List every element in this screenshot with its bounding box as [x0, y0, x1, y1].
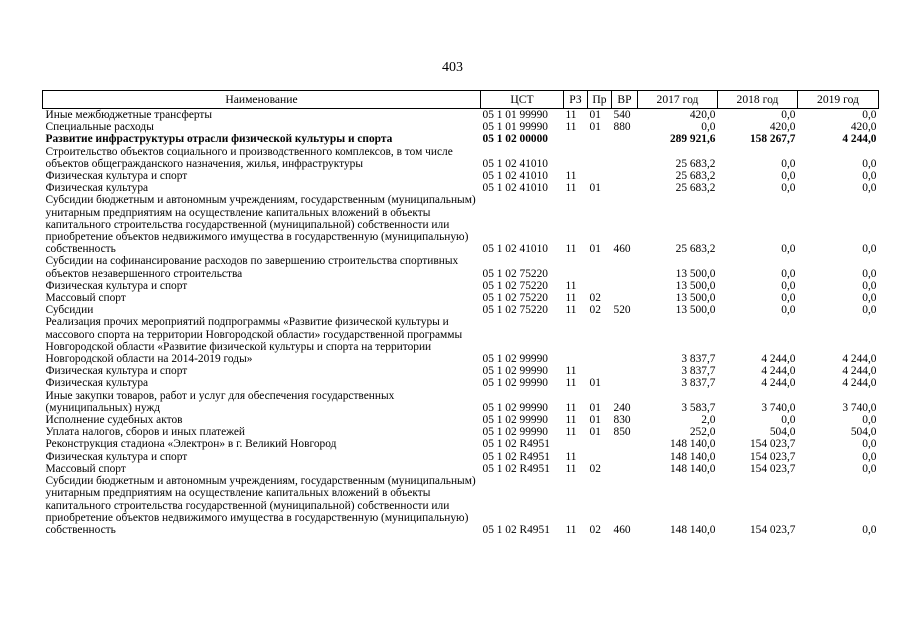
cell-2019: 4 244,0 — [842, 377, 877, 390]
cell-rz: 11 — [565, 304, 577, 317]
cell-2017: 25 683,2 — [675, 157, 716, 170]
table-row — [43, 365, 879, 377]
cell-cst: 05 1 02 41010 — [482, 157, 548, 170]
cell-rz: 11 — [565, 377, 577, 390]
cell-rz: 11 — [565, 121, 577, 134]
cell-2019: 4 244,0 — [842, 353, 877, 366]
cell-2018: 154 023,7 — [749, 462, 796, 475]
cell-2017: 13 500,0 — [675, 304, 716, 317]
cell-2019: 0,0 — [862, 462, 877, 475]
cell-2017: 13 500,0 — [675, 267, 716, 280]
cell-name: Массовый спорт — [45, 462, 126, 475]
cell-rz: 11 — [565, 109, 577, 121]
cell-2018: 3 740,0 — [761, 401, 796, 414]
cell-cst: 05 1 02 99990 — [482, 401, 548, 414]
cell-cst: 05 1 02 75220 — [482, 292, 548, 305]
cell-pr: 02 — [589, 292, 601, 305]
cell-name: Субсидии бюджетным и автономным учреждениям, государственным (муниципальным) унитарным предприятиям на осуществление капитальных вложений в объекты капитального строительства государственной (муниципальной) собственности или приобретение объектов недвижимого имущества в государственную (муниципальную) собственность — [45, 475, 476, 536]
cell-cst: 05 1 02 99990 — [482, 414, 548, 427]
cell-2018: 4 244,0 — [761, 377, 796, 390]
cell-2019: 0,0 — [862, 414, 877, 427]
cell-pr: 01 — [589, 121, 601, 134]
cell-rz: 11 — [565, 450, 577, 463]
cell-2019: 0,0 — [862, 182, 877, 195]
cell-vr: 240 — [613, 401, 631, 414]
cell-cst: 05 1 02 75220 — [482, 304, 548, 317]
cell-2018: 4 244,0 — [761, 353, 796, 366]
cell-2017: 148 140,0 — [669, 450, 716, 463]
cell-vr — [612, 292, 638, 304]
cell-pr: 01 — [589, 414, 601, 427]
cell-pr — [588, 316, 612, 365]
cell-2017: 3 837,7 — [681, 365, 716, 378]
cell-2018: 0,0 — [781, 292, 796, 305]
cell-cst: 05 1 02 99990 — [482, 365, 548, 378]
cell-vr: 460 — [613, 523, 631, 536]
cell-rz: 11 — [565, 426, 577, 439]
table-row — [43, 109, 879, 122]
table-row — [43, 304, 879, 316]
cell-vr: 850 — [613, 426, 631, 439]
header-cst: ЦСТ — [481, 91, 564, 109]
cell-vr: 830 — [613, 414, 631, 427]
header-2017: 2017 год — [638, 91, 718, 109]
cell-pr — [588, 365, 612, 377]
cell-2017: 3 837,7 — [681, 353, 716, 366]
cell-name: Массовый спорт — [45, 292, 126, 305]
table-row — [43, 463, 879, 475]
cell-2017: 148 140,0 — [669, 438, 716, 451]
cell-2018: 420,0 — [769, 121, 796, 134]
table-row — [43, 146, 879, 170]
cell-2017: 25 683,2 — [675, 243, 716, 256]
cell-2018: 158 267,7 — [749, 133, 796, 146]
cell-name: Физическая культура и спорт — [45, 170, 188, 183]
cell-2018: 504,0 — [769, 426, 796, 439]
cell-vr — [612, 280, 638, 292]
header-vr: ВР — [612, 91, 638, 109]
cell-name: Субсидии бюджетным и автономным учреждениям, государственным (муниципальным) унитарным предприятиям на осуществление капитальных вложений в объекты капитального строительства государственной (муниципальной) собственности или приобретение объектов недвижимого имущества в государственную (муниципальную) собственность — [45, 194, 476, 256]
cell-vr — [612, 182, 638, 194]
cell-vr: 520 — [613, 304, 631, 317]
cell-pr: 02 — [589, 523, 601, 536]
cell-name: Исполнение судебных актов — [45, 414, 183, 427]
cell-name: Физическая культура — [45, 182, 149, 195]
cell-rz: 11 — [565, 523, 577, 536]
cell-2017: 25 683,2 — [675, 182, 716, 195]
table-row — [43, 426, 879, 438]
cell-vr — [612, 451, 638, 463]
table-row — [43, 194, 879, 255]
cell-vr — [612, 170, 638, 182]
cell-name: Реконструкция стадиона «Электрон» в г. Великий Новгород — [45, 438, 337, 451]
cell-cst: 05 1 02 75220 — [482, 267, 548, 280]
cell-2019: 4 244,0 — [842, 365, 877, 378]
cell-2017: 0,0 — [701, 121, 716, 134]
cell-vr: 540 — [613, 109, 631, 121]
header-2019: 2019 год — [798, 91, 879, 109]
table-row — [43, 255, 879, 279]
cell-2019: 0,0 — [862, 243, 877, 256]
cell-pr — [588, 438, 612, 450]
cell-2017: 148 140,0 — [669, 523, 716, 536]
cell-2018: 0,0 — [781, 157, 796, 170]
cell-2018: 0,0 — [781, 304, 796, 317]
table-row — [43, 377, 879, 389]
cell-name: Субсидии — [45, 304, 94, 317]
table-header-row — [43, 91, 879, 109]
header-name: Наименование — [43, 91, 481, 109]
cell-2017: 289 921,6 — [669, 133, 716, 146]
cell-2018: 154 023,7 — [749, 450, 796, 463]
cell-name: Развитие инфраструктуры отрасли физической культуры и спорта — [45, 133, 393, 146]
cell-pr: 01 — [589, 426, 601, 439]
table-body — [43, 109, 879, 537]
cell-pr: 01 — [589, 243, 601, 256]
cell-pr: 02 — [589, 462, 601, 475]
cell-2019: 0,0 — [862, 304, 877, 317]
cell-name: Физическая культура и спорт — [45, 365, 188, 378]
cell-vr — [612, 316, 638, 365]
cell-pr — [588, 255, 612, 279]
cell-vr: 460 — [613, 243, 631, 256]
cell-cst: 05 1 01 99990 — [482, 121, 548, 134]
page-number: 403 — [442, 60, 463, 75]
cell-name: Физическая культура и спорт — [45, 279, 188, 292]
cell-2019: 420,0 — [850, 121, 877, 134]
table-row — [43, 182, 879, 194]
cell-cst: 05 1 02 41010 — [482, 182, 548, 195]
cell-vr — [612, 255, 638, 279]
cell-rz — [564, 133, 588, 145]
header-pr: Пр — [588, 91, 612, 109]
cell-vr: 880 — [613, 121, 631, 134]
cell-rz: 11 — [565, 401, 577, 414]
cell-cst: 05 1 02 R4951 — [482, 438, 550, 451]
cell-vr — [612, 365, 638, 377]
cell-cst: 05 1 02 R4951 — [482, 450, 550, 463]
header-2018: 2018 год — [718, 91, 798, 109]
cell-2018: 0,0 — [781, 279, 796, 292]
table-row — [43, 133, 879, 145]
table-row — [43, 280, 879, 292]
cell-2018: 154 023,7 — [749, 523, 796, 536]
cell-2017: 13 500,0 — [675, 292, 716, 305]
cell-2018: 4 244,0 — [761, 365, 796, 378]
cell-vr — [612, 463, 638, 475]
cell-name: Физическая культура — [45, 377, 149, 390]
cell-cst: 05 1 02 99990 — [482, 426, 548, 439]
cell-pr: 01 — [589, 182, 601, 195]
cell-vr — [612, 146, 638, 170]
cell-2017: 25 683,2 — [675, 170, 716, 183]
cell-pr: 01 — [589, 377, 601, 390]
cell-2019: 0,0 — [862, 438, 877, 451]
cell-2019: 504,0 — [850, 426, 877, 439]
cell-2018: 0,0 — [781, 109, 796, 121]
table-row — [43, 121, 879, 133]
cell-2019: 0,0 — [862, 170, 877, 183]
cell-rz: 11 — [565, 292, 577, 305]
cell-2017: 252,0 — [689, 426, 716, 439]
cell-pr — [588, 280, 612, 292]
cell-2017: 3 837,7 — [681, 377, 716, 390]
cell-pr: 01 — [589, 401, 601, 414]
cell-pr — [588, 133, 612, 145]
cell-vr — [612, 438, 638, 450]
cell-cst: 05 1 02 00000 — [482, 133, 548, 146]
cell-rz: 11 — [565, 170, 577, 183]
cell-cst: 05 1 02 R4951 — [482, 523, 550, 536]
cell-cst: 05 1 02 99990 — [482, 377, 548, 390]
cell-name: Уплата налогов, сборов и иных платежей — [45, 426, 245, 439]
table-row — [43, 170, 879, 182]
cell-2018: 0,0 — [781, 414, 796, 427]
cell-rz: 11 — [565, 243, 577, 256]
cell-pr — [588, 170, 612, 182]
cell-cst: 05 1 02 41010 — [482, 170, 548, 183]
cell-rz: 11 — [565, 365, 577, 378]
cell-2017: 2,0 — [701, 414, 716, 427]
cell-rz: 11 — [565, 182, 577, 195]
cell-2018: 0,0 — [781, 267, 796, 280]
table-row — [43, 316, 879, 365]
cell-2019: 3 740,0 — [842, 401, 877, 414]
cell-name: Иные закупки товаров, работ и услуг для обеспечения государственных (муниципальных) нужд — [45, 389, 395, 414]
cell-2018: 0,0 — [781, 243, 796, 256]
cell-name: Иные межбюджетные трансферты — [45, 109, 213, 121]
cell-pr — [588, 146, 612, 170]
cell-cst: 05 1 01 99990 — [482, 109, 548, 121]
cell-pr: 01 — [589, 109, 601, 121]
cell-cst: 05 1 02 R4951 — [482, 462, 550, 475]
table-row — [43, 292, 879, 304]
table-row — [43, 451, 879, 463]
cell-rz — [564, 255, 588, 279]
cell-2019: 0,0 — [862, 267, 877, 280]
cell-2019: 0,0 — [862, 523, 877, 536]
cell-2019: 0,0 — [862, 450, 877, 463]
cell-2019: 0,0 — [862, 279, 877, 292]
cell-rz: 11 — [565, 414, 577, 427]
cell-2018: 154 023,7 — [749, 438, 796, 451]
cell-name: Физическая культура и спорт — [45, 450, 188, 463]
cell-name: Реализация прочих мероприятий подпрограммы «Развитие физической культуры и массового спорта на территории Новгородской области» государственной программы Новгородской области «Развитие физической культуры и спорта на территории Новгородской области на 2014-2019 годы» — [45, 316, 463, 366]
cell-rz — [564, 316, 588, 365]
cell-rz: 11 — [565, 279, 577, 292]
table-row — [43, 438, 879, 450]
cell-name: Специальные расходы — [45, 121, 154, 134]
cell-vr — [612, 133, 638, 145]
cell-cst: 05 1 02 41010 — [482, 243, 548, 256]
cell-2017: 13 500,0 — [675, 279, 716, 292]
table-row — [43, 414, 879, 426]
cell-rz — [564, 146, 588, 170]
cell-rz — [564, 438, 588, 450]
cell-name: Строительство объектов социального и производственного комплексов, в том числе объектов общегражданского назначения, жилья, инфраструктуры — [45, 145, 453, 170]
cell-rz: 11 — [565, 462, 577, 475]
cell-pr: 02 — [589, 304, 601, 317]
cell-2017: 148 140,0 — [669, 462, 716, 475]
cell-2018: 0,0 — [781, 182, 796, 195]
header-rz: РЗ — [564, 91, 588, 109]
cell-pr — [588, 451, 612, 463]
table-row — [43, 475, 879, 536]
cell-2017: 420,0 — [689, 109, 716, 121]
cell-2018: 0,0 — [781, 170, 796, 183]
cell-name: Субсидии на софинансирование расходов по завершению строительства спортивных объектов незавершенного строительства — [45, 255, 459, 280]
budget-table — [42, 90, 879, 536]
cell-2019: 0,0 — [862, 109, 877, 121]
cell-cst: 05 1 02 99990 — [482, 353, 548, 366]
cell-2019: 0,0 — [862, 157, 877, 170]
cell-vr — [612, 377, 638, 389]
cell-cst: 05 1 02 75220 — [482, 279, 548, 292]
cell-2017: 3 583,7 — [681, 401, 716, 414]
table-row — [43, 390, 879, 414]
cell-2019: 4 244,0 — [842, 133, 877, 146]
cell-2019: 0,0 — [862, 292, 877, 305]
